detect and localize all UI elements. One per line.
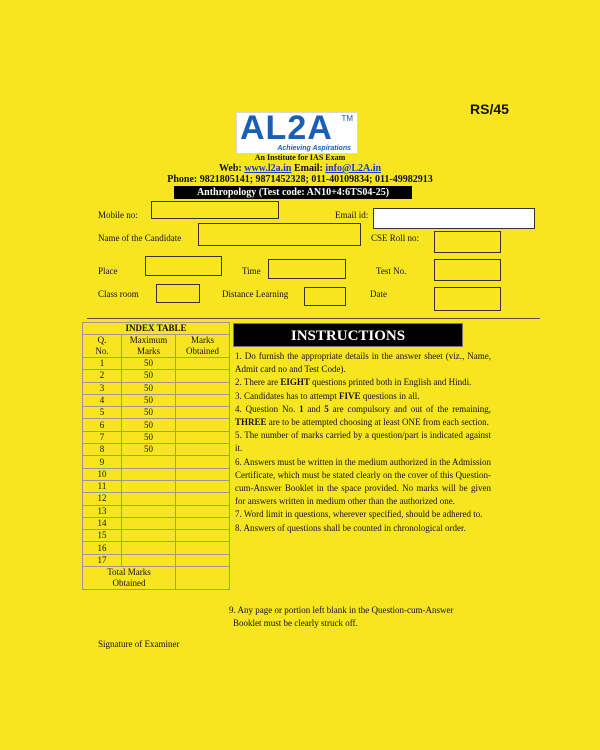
max-marks xyxy=(122,542,176,554)
instruction-text: 7. Word limit in questions, wherever specified, should be adhered to. xyxy=(235,509,483,520)
email-field[interactable] xyxy=(373,208,535,229)
marks-obtained[interactable] xyxy=(176,382,230,394)
col-q2: No. xyxy=(95,346,109,356)
logo-tm: TM xyxy=(341,114,353,123)
max-marks: 50 xyxy=(122,394,176,406)
marks-obtained[interactable] xyxy=(176,370,230,382)
table-row xyxy=(83,542,230,554)
email-label-field: Email id: xyxy=(335,210,369,220)
test-no-label: Test No. xyxy=(376,266,407,276)
instruction-9 xyxy=(229,604,491,630)
web-line xyxy=(0,163,600,174)
marks-obtained[interactable] xyxy=(176,554,230,566)
col-obt-header xyxy=(176,335,230,358)
instructions-list xyxy=(235,350,491,535)
col-q-header xyxy=(83,335,122,358)
table-row xyxy=(83,493,230,505)
index-table-title: INDEX TABLE xyxy=(83,323,230,335)
test-no-field[interactable] xyxy=(434,259,501,281)
total-line2: Obtained xyxy=(112,578,146,589)
marks-obtained[interactable] xyxy=(176,456,230,468)
instruction-emphasis: FIVE xyxy=(338,390,361,401)
marks-obtained[interactable] xyxy=(176,419,230,431)
col-max2: Marks xyxy=(137,346,160,356)
table-row xyxy=(83,407,230,419)
marks-obtained[interactable] xyxy=(176,394,230,406)
instruction-text: 5. The number of marks carried by a question/part is indicated against it. xyxy=(235,430,491,454)
marks-obtained[interactable] xyxy=(176,407,230,419)
instruction-emphasis: 1 xyxy=(299,403,304,414)
mobile-field[interactable] xyxy=(151,201,279,219)
instruction-text: 8. Answers of questions shall be counted in chronological order. xyxy=(235,522,466,533)
instruction-text: are to be attempted choosing at least ONE from each section. xyxy=(266,417,489,428)
table-row xyxy=(83,480,230,492)
place-field[interactable] xyxy=(145,256,222,276)
table-row xyxy=(83,358,230,370)
instruction-text: questions in all. xyxy=(360,390,420,401)
col-obt: Marks xyxy=(191,335,214,345)
q-number: 3 xyxy=(83,382,122,394)
instruction-emphasis: EIGHT xyxy=(280,377,310,388)
date-field[interactable] xyxy=(434,287,501,311)
phone-line: Phone: 9821805141; 9871452328; 011-40109834; 011-49982913 xyxy=(167,174,433,185)
q-number: 12 xyxy=(83,493,122,505)
table-row xyxy=(83,456,230,468)
date-label: Date xyxy=(370,289,387,299)
table-row xyxy=(83,382,230,394)
instruction-text: questions printed both in English and Hindi. xyxy=(309,377,472,388)
q-number: 5 xyxy=(83,407,122,419)
total-label xyxy=(83,567,176,590)
instruction-9-line2: Booklet must be clearly struck off. xyxy=(233,618,358,628)
table-row xyxy=(83,530,230,542)
instruction-item xyxy=(235,376,491,389)
table-row xyxy=(83,431,230,443)
logo-text: AL2A xyxy=(240,109,333,147)
instruction-item xyxy=(235,508,491,521)
col-max: Maximum xyxy=(129,335,168,345)
max-marks: 50 xyxy=(122,407,176,419)
q-number: 10 xyxy=(83,468,122,480)
index-table xyxy=(82,322,230,590)
q-number: 2 xyxy=(83,370,122,382)
web-link[interactable]: www.l2a.in xyxy=(244,163,292,174)
mobile-label: Mobile no: xyxy=(98,210,138,220)
max-marks xyxy=(122,456,176,468)
marks-obtained[interactable] xyxy=(176,480,230,492)
max-marks xyxy=(122,493,176,505)
instruction-text: and xyxy=(303,403,325,414)
instruction-text: 4. Question No. xyxy=(235,403,300,414)
instructions-title: INSTRUCTIONS xyxy=(233,323,463,347)
instruction-item xyxy=(235,456,491,509)
logo-tagline: Achieving Aspirations xyxy=(277,145,351,152)
instruction-emphasis: THREE xyxy=(235,417,267,428)
divider xyxy=(87,318,540,319)
q-number: 16 xyxy=(83,542,122,554)
time-field[interactable] xyxy=(268,259,346,279)
max-marks: 50 xyxy=(122,382,176,394)
q-number: 14 xyxy=(83,517,122,529)
classroom-label: Class room xyxy=(98,289,139,299)
max-marks: 50 xyxy=(122,431,176,443)
table-row xyxy=(83,554,230,566)
total-line1: Total Marks xyxy=(107,567,151,578)
table-row xyxy=(83,394,230,406)
table-row xyxy=(83,468,230,480)
table-row xyxy=(83,419,230,431)
max-marks: 50 xyxy=(122,370,176,382)
table-row xyxy=(83,505,230,517)
instruction-9-line1: 9. Any page or portion left blank in the Question-cum-Answer xyxy=(229,605,454,615)
roll-label: CSE Roll no: xyxy=(371,233,420,243)
q-number: 9 xyxy=(83,456,122,468)
max-marks xyxy=(122,517,176,529)
instruction-text: 3. Candidates has to attempt xyxy=(235,390,339,401)
table-row xyxy=(83,444,230,456)
max-marks xyxy=(122,530,176,542)
table-row xyxy=(83,370,230,382)
subject-title: Anthropology (Test code: AN10+4:6TS04-25) xyxy=(174,186,412,199)
col-q: Q. xyxy=(97,335,107,345)
max-marks xyxy=(122,554,176,566)
marks-obtained[interactable] xyxy=(176,468,230,480)
marks-obtained[interactable] xyxy=(176,431,230,443)
max-marks xyxy=(122,480,176,492)
marks-obtained[interactable] xyxy=(176,530,230,542)
q-number: 13 xyxy=(83,505,122,517)
distance-label: Distance Learning xyxy=(222,289,289,299)
place-label: Place xyxy=(98,266,118,276)
q-number: 6 xyxy=(83,419,122,431)
signature-label: Signature of Examiner xyxy=(98,639,180,649)
candidate-label: Name of the Candidate xyxy=(98,233,182,243)
marks-obtained[interactable] xyxy=(176,444,230,456)
max-marks xyxy=(122,468,176,480)
table-row xyxy=(83,517,230,529)
col-max-header xyxy=(122,335,176,358)
col-obt2: Obtained xyxy=(186,346,219,356)
total-value[interactable] xyxy=(176,567,230,590)
web-label: Web: xyxy=(218,163,242,174)
q-number: 1 xyxy=(83,358,122,370)
instruction-item xyxy=(235,350,491,376)
instruction-text: are compulsory and out of the remaining, xyxy=(328,403,492,414)
page-code: RS/45 xyxy=(470,101,509,117)
marks-obtained[interactable] xyxy=(176,517,230,529)
instruction-emphasis: 5 xyxy=(324,403,329,414)
candidate-field[interactable] xyxy=(198,223,361,246)
instruction-item xyxy=(235,429,491,455)
max-marks: 50 xyxy=(122,358,176,370)
marks-obtained[interactable] xyxy=(176,493,230,505)
max-marks: 50 xyxy=(122,419,176,431)
q-number: 8 xyxy=(83,444,122,456)
q-number: 11 xyxy=(83,480,122,492)
instruction-text: 6. Answers must be written in the medium authorized in the Admission Certificate, which must be stated clearly on the cover of this Question-cum-Answer Booklet in the space provided. No marks will be given for answers written in medium other than the authorized one. xyxy=(235,456,491,507)
email-label: Email: xyxy=(293,163,323,174)
q-number: 17 xyxy=(83,554,122,566)
logo xyxy=(236,109,358,154)
time-label: Time xyxy=(242,266,261,276)
marks-obtained[interactable] xyxy=(176,358,230,370)
q-number: 4 xyxy=(83,394,122,406)
q-number: 7 xyxy=(83,431,122,443)
marks-obtained[interactable] xyxy=(176,505,230,517)
max-marks: 50 xyxy=(122,444,176,456)
instruction-item xyxy=(235,390,491,403)
distance-field[interactable] xyxy=(304,287,346,306)
institute-line: An Institute for IAS Exam xyxy=(254,153,346,162)
instruction-item xyxy=(235,522,491,535)
q-number: 15 xyxy=(83,530,122,542)
classroom-field[interactable] xyxy=(156,284,200,303)
instruction-item xyxy=(235,403,491,429)
marks-obtained[interactable] xyxy=(176,542,230,554)
roll-field[interactable] xyxy=(434,231,501,253)
instruction-text: 2. There are xyxy=(235,377,281,388)
instruction-text: 1. Do furnish the appropriate details in the answer sheet (viz., Name, Admit card no and Test Code). xyxy=(235,351,491,375)
email-link[interactable]: info@L2A.in xyxy=(325,163,382,174)
max-marks xyxy=(122,505,176,517)
